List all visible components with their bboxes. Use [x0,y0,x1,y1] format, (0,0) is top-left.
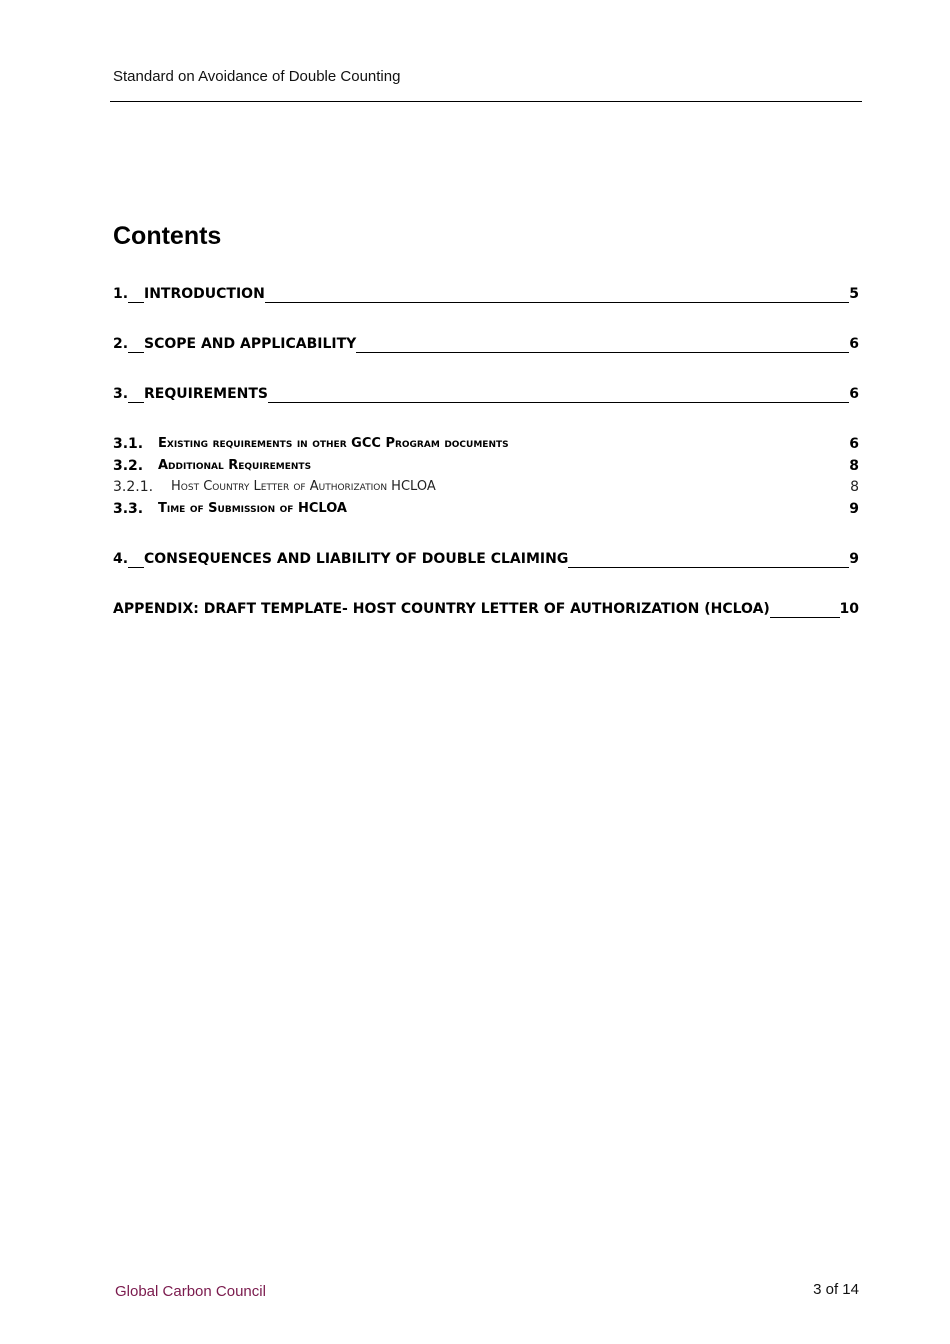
toc-entry-consequences[interactable] [113,551,859,571]
toc-entry-number: 3.3. [113,501,144,517]
toc-entry-existing-requirements[interactable] [113,436,859,456]
toc-entry-number: 3.2.1. [113,479,154,495]
header-divider [110,101,862,102]
toc-entry-number: 3.1. [113,436,144,452]
toc-entry-text: APPENDIX: DRAFT TEMPLATE- HOST COUNTRY LETTER OF AUTHORIZATION (HCLOA) [113,601,770,617]
toc-entry-introduction[interactable] [113,286,859,306]
toc-entry-number: 3. [113,386,129,402]
toc-entry-hcloa[interactable] [113,479,859,499]
toc-entry-number: 1. [113,286,129,302]
footer-page-number: 3 of 14 [813,1281,859,1298]
toc-entry-page: 6 [849,386,859,402]
toc-entry-text: Additional Requirements [158,458,312,473]
toc-entry-appendix[interactable] [113,601,859,621]
toc-entry-page: 8 [849,458,859,474]
toc-entry-page: 5 [849,286,859,302]
toc-entry-text: INTRODUCTION [144,286,265,302]
toc-entry-text: Host Country Letter of Authorization HCLOA [171,479,436,494]
toc-entry-text: Existing requirements in other GCC Program documents [158,436,509,451]
toc-entry-text: REQUIREMENTS [144,386,269,402]
footer-organization: Global Carbon Council [115,1283,266,1300]
toc-entry-page: 8 [850,479,859,495]
toc-entry-page: 9 [849,501,859,517]
toc-entry-text: SCOPE AND APPLICABILITY [144,336,357,352]
toc-entry-number: 4. [113,551,129,567]
toc-entry-text: Time of Submission of HCLOA [158,501,347,516]
toc-title: Contents [113,222,222,250]
toc-entry-text: CONSEQUENCES AND LIABILITY OF DOUBLE CLAIMING [144,551,569,567]
toc-entry-number: 3.2. [113,458,144,474]
toc-entry-time-of-submission[interactable] [113,501,859,521]
toc-entry-scope[interactable] [113,336,859,356]
toc-entry-additional-requirements[interactable] [113,458,859,478]
toc-entry-number: 2. [113,336,129,352]
toc-entry-page: 9 [849,551,859,567]
toc-entry-page: 10 [839,601,859,617]
toc-entry-requirements[interactable] [113,386,859,406]
toc-entry-page: 6 [849,336,859,352]
toc-entry-page: 6 [849,436,859,452]
document-title-header: Standard on Avoidance of Double Counting [113,68,401,85]
